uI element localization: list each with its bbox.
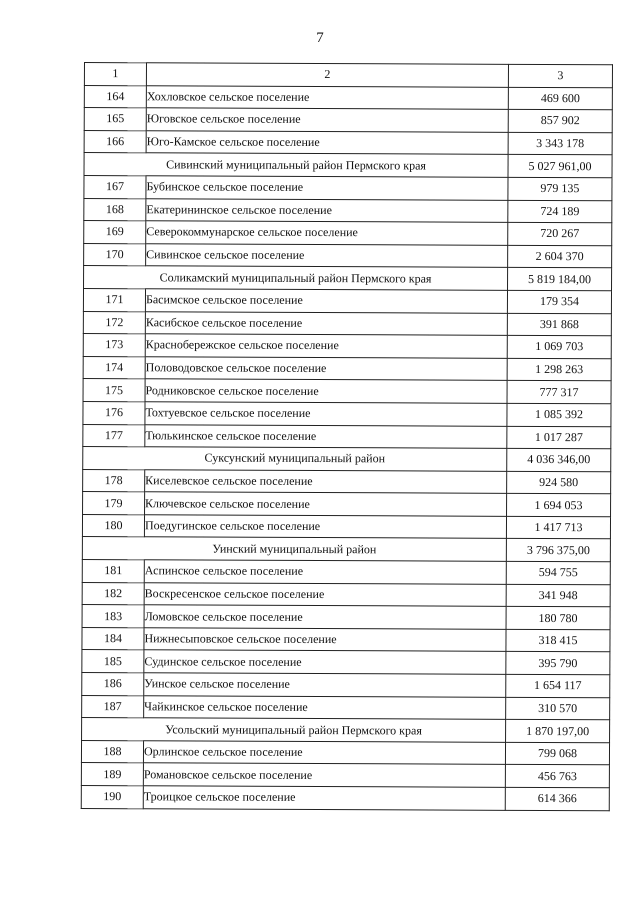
settlement-value: 2 604 370	[508, 245, 612, 268]
district-name: Усольский муниципальный район Пермского края	[82, 718, 506, 742]
settlements-table	[81, 62, 613, 811]
settlement-value: 799 068	[505, 742, 609, 765]
settlement-row	[83, 424, 611, 449]
row-number: 187	[82, 695, 144, 718]
settlement-value: 777 317	[507, 381, 611, 404]
settlement-value: 1 017 287	[507, 426, 611, 449]
row-number: 164	[84, 85, 146, 108]
settlement-name: Тохтуевское сельское поселение	[145, 402, 507, 426]
row-number: 165	[84, 108, 146, 131]
settlement-name: Северокоммунарское сельское поселение	[146, 221, 508, 245]
settlement-value: 614 366	[505, 787, 609, 810]
settlement-row	[84, 243, 612, 268]
settlement-name: Романовское сельское поселение	[143, 763, 505, 787]
settlement-value: 857 902	[508, 110, 612, 133]
settlement-name: Юго-Камское сельское поселение	[146, 131, 508, 155]
settlement-value: 1 085 392	[507, 403, 611, 426]
row-number: 182	[82, 582, 144, 605]
table-header-row	[84, 63, 612, 88]
settlement-name: Орлинское сельское поселение	[143, 741, 505, 765]
settlement-name: Хохловское сельское поселение	[146, 85, 508, 109]
settlement-row	[82, 582, 610, 607]
settlement-value: 724 189	[508, 200, 612, 223]
row-number: 170	[84, 243, 146, 266]
settlement-row	[82, 695, 610, 720]
row-number: 169	[84, 221, 146, 244]
settlement-name: Сивинское сельское поселение	[146, 244, 508, 268]
table-body	[81, 63, 612, 811]
row-number: 186	[82, 673, 144, 696]
row-number: 173	[83, 334, 145, 357]
settlement-row	[82, 560, 610, 585]
settlement-row	[84, 198, 612, 223]
settlement-row	[84, 130, 612, 155]
settlement-row	[83, 334, 611, 359]
settlement-value: 395 790	[506, 652, 610, 675]
settlement-name: Аспинское сельское поселение	[144, 560, 506, 584]
row-number: 184	[82, 627, 144, 650]
row-number: 183	[82, 605, 144, 628]
settlement-row	[82, 605, 610, 630]
row-number: 167	[84, 175, 146, 198]
settlement-value: 1 417 713	[506, 516, 610, 539]
settlement-value: 1 654 117	[506, 674, 610, 697]
settlement-name: Тюлькинское сельское поселение	[145, 424, 507, 448]
row-number: 181	[82, 560, 144, 583]
district-total-row	[82, 718, 610, 743]
settlement-row	[83, 311, 611, 336]
settlement-name: Екатерининское сельское поселение	[146, 198, 508, 222]
district-total-row	[84, 153, 612, 178]
settlement-name: Краснобережское сельское поселение	[145, 334, 507, 358]
page-number: 7	[316, 30, 324, 46]
settlement-value: 924 580	[507, 471, 611, 494]
settlement-value: 318 415	[506, 629, 610, 652]
settlement-row	[83, 288, 611, 313]
settlement-value: 180 780	[506, 607, 610, 630]
row-number: 178	[83, 469, 145, 492]
settlement-row	[82, 673, 610, 698]
settlement-name: Половодовское сельское поселение	[145, 356, 507, 380]
header-col-1: 1	[84, 63, 146, 86]
settlement-row	[81, 785, 609, 810]
district-total-row	[82, 537, 610, 562]
settlement-row	[83, 356, 611, 381]
settlement-name: Поедугинское сельское поселение	[144, 515, 506, 539]
settlement-row	[84, 175, 612, 200]
row-number: 177	[83, 424, 145, 447]
settlement-row	[83, 401, 611, 426]
settlement-value: 341 948	[506, 584, 610, 607]
row-number: 166	[84, 130, 146, 153]
settlement-name: Нижнесыповское сельское поселение	[144, 628, 506, 652]
settlement-value: 3 343 178	[508, 132, 612, 155]
row-number: 176	[83, 401, 145, 424]
row-number: 179	[83, 492, 145, 515]
settlement-name: Ломовское сельское поселение	[144, 605, 506, 629]
row-number: 190	[81, 785, 143, 808]
row-number: 189	[81, 763, 143, 786]
settlement-row	[84, 108, 612, 133]
settlement-name: Уинское сельское поселение	[144, 673, 506, 697]
district-name: Сивинский муниципальный район Пермского края	[84, 153, 508, 177]
settlement-value: 1 298 263	[507, 358, 611, 381]
district-total-value: 3 796 375,00	[506, 539, 610, 562]
district-total-value: 5 819 184,00	[508, 268, 612, 291]
settlement-name: Троицкое сельское поселение	[143, 786, 505, 810]
settlement-value: 179 354	[507, 290, 611, 313]
header-col-3: 3	[508, 64, 612, 87]
settlement-row	[84, 85, 612, 110]
district-total-value: 4 036 346,00	[507, 448, 611, 471]
settlement-name: Бубинское сельское поселение	[146, 176, 508, 200]
row-number: 172	[83, 311, 145, 334]
settlement-value: 469 600	[508, 87, 612, 110]
settlement-name: Родниковское сельское поселение	[145, 379, 507, 403]
district-total-row	[83, 447, 611, 472]
header-col-2: 2	[146, 63, 508, 87]
settlement-value: 720 267	[508, 223, 612, 246]
settlement-row	[81, 763, 609, 788]
settlement-row	[83, 469, 611, 494]
settlement-row	[82, 627, 610, 652]
row-number: 175	[83, 379, 145, 402]
settlement-row	[81, 740, 609, 765]
district-name: Соликамский муниципальный район Пермского края	[84, 266, 508, 290]
row-number: 188	[81, 740, 143, 763]
settlement-name: Юговское сельское поселение	[146, 108, 508, 132]
settlement-value: 456 763	[505, 765, 609, 788]
settlement-value: 1 069 703	[507, 335, 611, 358]
settlement-name: Ключевское сельское поселение	[145, 492, 507, 516]
settlement-name: Судинское сельское поселение	[144, 650, 506, 674]
district-total-value: 1 870 197,00	[506, 720, 610, 743]
settlement-name: Воскресенское сельское поселение	[144, 582, 506, 606]
settlement-name: Басимское сельское поселение	[145, 289, 507, 313]
row-number: 168	[84, 198, 146, 221]
settlement-value: 594 755	[506, 561, 610, 584]
district-name: Уинский муниципальный район	[82, 537, 506, 561]
settlement-name: Киселевское сельское поселение	[145, 469, 507, 493]
settlement-value: 391 868	[507, 313, 611, 336]
settlement-name: Касибское сельское поселение	[145, 311, 507, 335]
settlement-value: 1 694 053	[507, 494, 611, 517]
settlement-row	[83, 379, 611, 404]
row-number: 171	[83, 288, 145, 311]
district-total-value: 5 027 961,00	[508, 155, 612, 178]
settlement-row	[82, 650, 610, 675]
settlement-value: 310 570	[506, 697, 610, 720]
district-name: Суксунский муниципальный район	[83, 447, 507, 471]
row-number: 185	[82, 650, 144, 673]
settlement-value: 979 135	[508, 177, 612, 200]
row-number: 180	[82, 514, 144, 537]
settlement-row	[84, 221, 612, 246]
settlement-name: Чайкинское сельское поселение	[144, 695, 506, 719]
row-number: 174	[83, 356, 145, 379]
district-total-row	[84, 266, 612, 291]
settlement-row	[82, 514, 610, 539]
settlement-row	[83, 492, 611, 517]
